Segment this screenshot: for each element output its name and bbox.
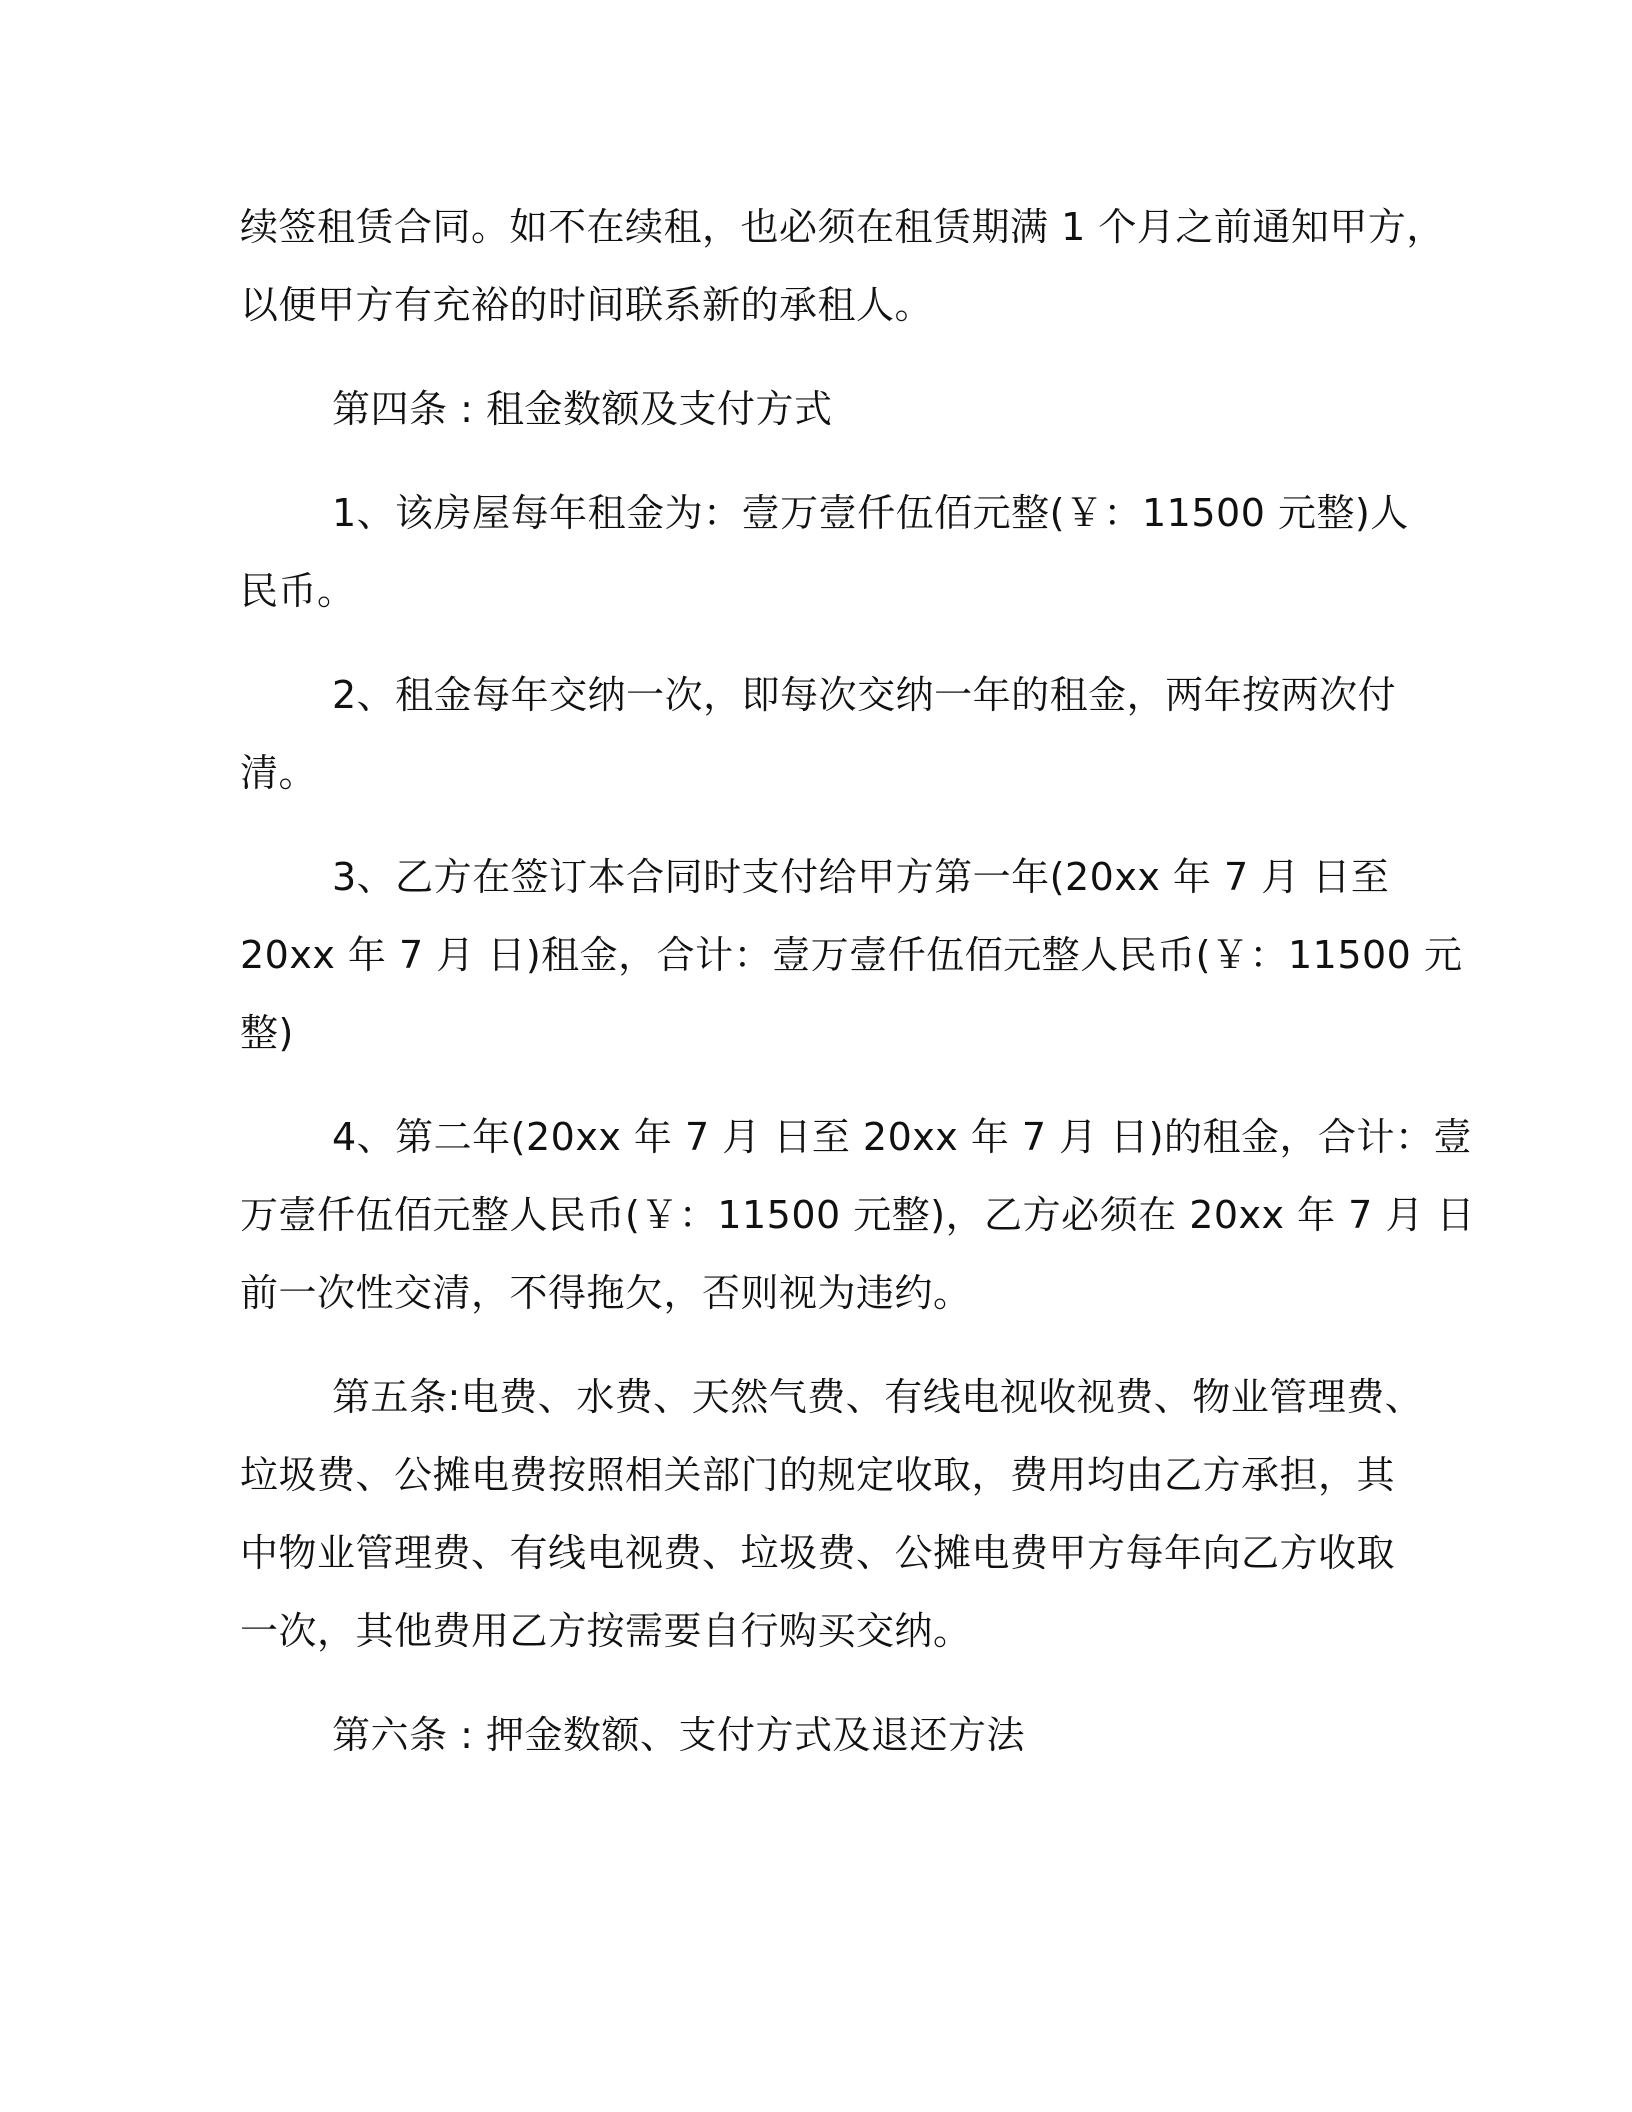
text-line: 垃圾费、公摊电费按照相关部门的规定收取，费用均由乙方承担，其 [240,1453,1396,1497]
text-line: 2、租金每年交纳一次，即每次交纳一年的租金，两年按两次付 [332,673,1397,717]
text-line: 民币。 [240,569,356,613]
article-4-item-1 [240,474,1409,630]
text-line: 20xx 年 7 月 日)租金，合计：壹万壹仟伍佰元整人民币(￥：11500 元 [240,933,1463,977]
text-line: 整) [240,1011,294,1055]
text-line: 4、第二年(20xx 年 7 月 日至 20xx 年 7 月 日)的租金，合计：壹 [332,1115,1473,1159]
article-4-item-4 [240,1098,1476,1332]
text-line: 1、该房屋每年租金为：壹万壹仟伍佰元整(￥：11500 元整)人 [332,491,1409,535]
article-4-item-3 [240,838,1463,1072]
heading-line: 第六条 : 押金数额、支付方式及退还方法 [332,1713,1025,1757]
text-line: 清。 [240,751,318,795]
document-body [240,188,1476,1774]
article-4-item-2 [240,656,1400,812]
text-line: 万壹仟伍佰元整人民币(￥：11500 元整)，乙方必须在 20xx 年 7 月 日 [240,1193,1476,1237]
text-line: 续签租赁合同。如不在续租，也必须在租赁期满 1 个月之前通知甲方， [240,205,1445,249]
text-line: 前一次性交清，不得拖欠，否则视为违约。 [240,1271,972,1315]
paragraph-renewal [240,188,1445,344]
text-line: 以便甲方有充裕的时间联系新的承租人。 [240,283,934,327]
article-4-heading [240,370,1400,448]
text-line: 第五条:电费、水费、天然气费、有线电视收视费、物业管理费、 [332,1375,1424,1419]
heading-line: 第四条 : 租金数额及支付方式 [332,387,833,431]
text-line: 3、乙方在签订本合同时支付给甲方第一年(20xx 年 7 月 日至 [332,855,1390,899]
article-5 [240,1358,1424,1670]
article-6-heading [240,1696,1400,1774]
text-line: 中物业管理费、有线电视费、垃圾费、公摊电费甲方每年向乙方收取 [240,1531,1396,1575]
text-line: 一次，其他费用乙方按需要自行购买交纳。 [240,1609,972,1653]
